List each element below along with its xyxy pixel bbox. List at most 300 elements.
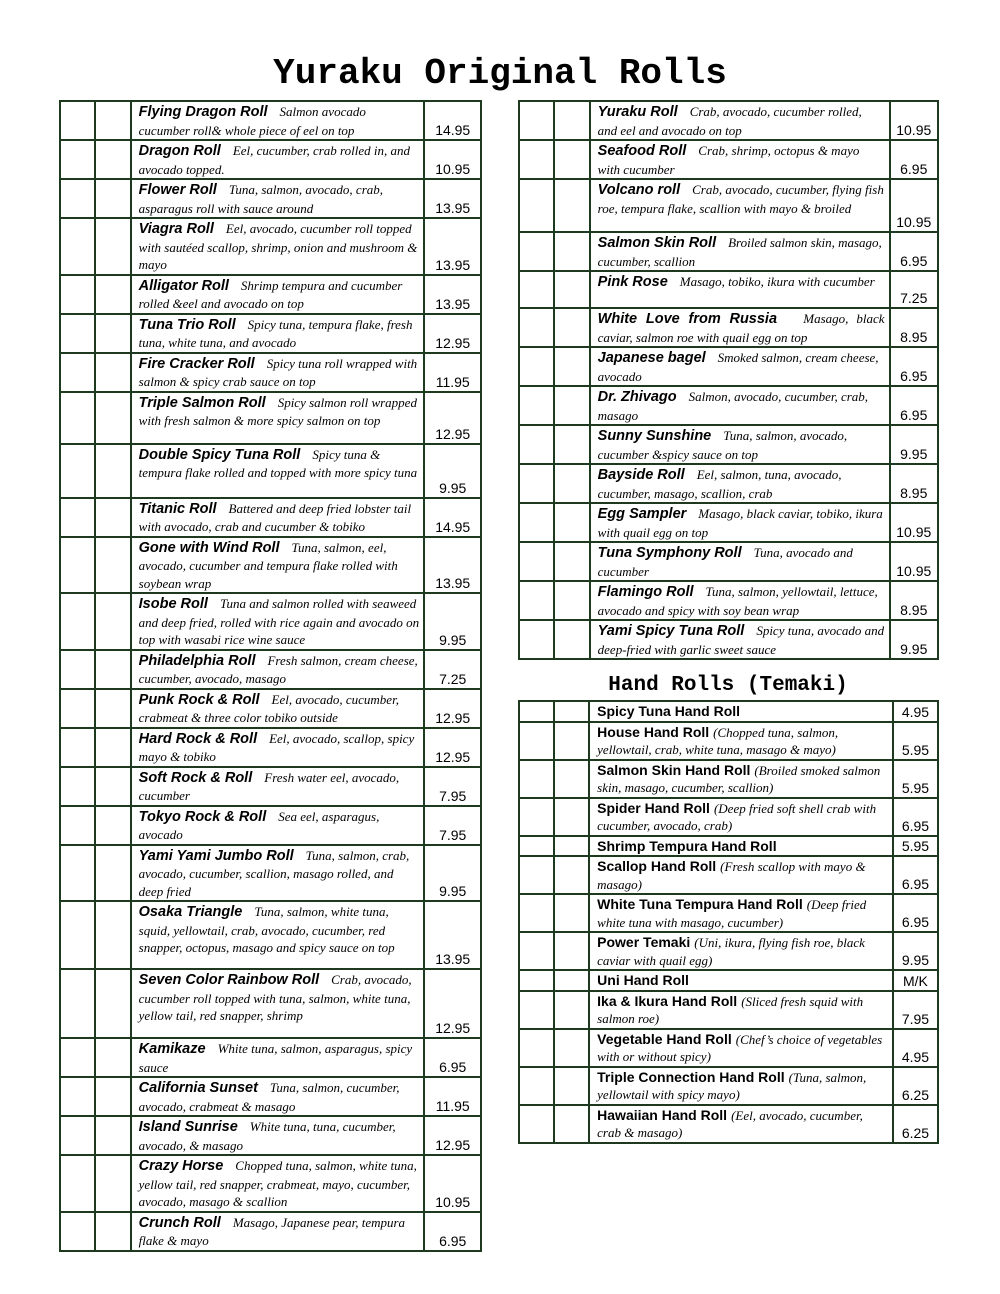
item-name: Salmon Skin Roll — [597, 235, 717, 251]
item-price: 5.95 — [893, 722, 938, 760]
menu-row — [519, 1067, 938, 1105]
item-price: 12.95 — [424, 689, 481, 728]
item-price: 4.95 — [893, 701, 938, 722]
item-description-cell — [131, 275, 425, 314]
order-checkbox-cell[interactable] — [95, 689, 130, 728]
item-price: M/K — [893, 970, 938, 991]
item-name: Scallop Hand Roll — [597, 858, 717, 874]
item-price: 9.95 — [424, 444, 481, 498]
item-name: Soft Rock & Roll — [138, 769, 253, 786]
order-checkbox-cell[interactable] — [554, 970, 589, 991]
original-rolls-table-right — [518, 100, 939, 660]
order-checkbox-cell[interactable] — [60, 969, 95, 1038]
order-checkbox-cell[interactable] — [554, 232, 589, 271]
order-checkbox-cell[interactable] — [554, 179, 589, 232]
item-name: Bayside Roll — [597, 467, 685, 483]
item-price: 6.95 — [424, 1212, 481, 1251]
item-price: 12.95 — [424, 969, 481, 1038]
item-name: Tuna Trio Roll — [138, 316, 236, 333]
item-description-cell — [131, 537, 425, 594]
order-checkbox-cell[interactable] — [519, 894, 554, 932]
item-name: Spider Hand Roll — [597, 799, 710, 816]
item-ingredients: Tuna, salmon, white tuna, squid, yellowtail, crab, avocado, cucumber, red snapper, octopus, masago and spicy sauce on top — [138, 904, 395, 955]
item-ingredients: White tuna, salmon, asparagus, spicy sauce — [138, 1041, 413, 1075]
menu-row — [519, 464, 938, 503]
order-checkbox-cell[interactable] — [60, 140, 95, 179]
item-name: Dragon Roll — [138, 143, 221, 159]
order-checkbox-cell[interactable] — [519, 542, 554, 581]
order-checkbox-cell[interactable] — [95, 498, 130, 537]
item-name: Alligator Roll — [138, 277, 229, 294]
menu-row — [60, 498, 481, 537]
menu-row — [60, 537, 481, 594]
item-description-cell — [589, 836, 893, 857]
menu-row — [60, 140, 481, 179]
menu-row — [519, 101, 938, 140]
order-checkbox-cell[interactable] — [519, 425, 554, 464]
item-ingredients: Masago, black caviar, salmon roe with quail egg on top — [597, 311, 885, 345]
item-ingredients: (Fresh scallop with mayo & masago) — [597, 859, 866, 892]
menu-row — [60, 1077, 481, 1116]
order-checkbox-cell[interactable] — [554, 894, 589, 932]
item-price: 10.95 — [890, 179, 938, 232]
order-checkbox-cell[interactable] — [519, 101, 554, 140]
item-description-cell — [131, 101, 425, 140]
item-description-cell — [131, 1116, 425, 1155]
item-price: 6.25 — [893, 1067, 938, 1105]
menu-row — [519, 856, 938, 894]
item-name: Seven Color Rainbow Roll — [138, 972, 320, 988]
order-checkbox-cell[interactable] — [60, 1038, 95, 1077]
order-checkbox-cell[interactable] — [519, 970, 554, 991]
order-checkbox-cell[interactable] — [95, 845, 130, 902]
item-name: House Hand Roll — [597, 723, 710, 740]
order-checkbox-cell[interactable] — [519, 179, 554, 232]
item-ingredients: Tuna, avocado and cucumber — [597, 545, 853, 579]
order-checkbox-cell[interactable] — [554, 542, 589, 581]
order-checkbox-cell[interactable] — [519, 1105, 554, 1143]
order-checkbox-cell[interactable] — [60, 275, 95, 314]
page-title: Yuraku Original Rolls — [273, 53, 727, 94]
order-checkbox-cell[interactable] — [95, 901, 130, 969]
item-ingredients: Tuna, salmon, yellowtail, lettuce, avocado and spicy with soy bean wrap — [597, 584, 878, 618]
item-price: 7.95 — [424, 806, 481, 845]
item-name: Dr. Zhivago — [597, 389, 677, 405]
order-checkbox-cell[interactable] — [519, 1067, 554, 1105]
order-checkbox-cell[interactable] — [554, 140, 589, 179]
menu-row — [519, 760, 938, 798]
original-rolls-table-left — [59, 100, 482, 1252]
order-checkbox-cell[interactable] — [95, 1038, 130, 1077]
order-checkbox-cell[interactable] — [60, 593, 95, 650]
item-price: 12.95 — [424, 728, 481, 767]
item-description-cell — [131, 498, 425, 537]
item-price: 14.95 — [424, 101, 481, 140]
item-name: California Sunset — [138, 1080, 258, 1096]
item-description-cell — [589, 856, 893, 894]
item-ingredients: Salmon avocado cucumber roll& whole piece of eel on top — [138, 104, 366, 138]
item-description-cell — [590, 271, 890, 308]
item-price: 6.95 — [893, 798, 938, 836]
order-checkbox-cell[interactable] — [95, 593, 130, 650]
order-checkbox-cell[interactable] — [519, 798, 554, 836]
item-ingredients: Spicy tuna & tempura flake rolled and topped with more spicy tuna — [138, 446, 418, 480]
order-checkbox-cell[interactable] — [554, 836, 589, 857]
order-checkbox-cell[interactable] — [554, 347, 589, 386]
item-name: Ika & Ikura Hand Roll — [597, 992, 738, 1009]
menu-row — [519, 970, 938, 991]
item-name: Salmon Skin Hand Roll — [597, 761, 751, 778]
order-checkbox-cell[interactable] — [95, 140, 130, 179]
menu-row — [60, 1155, 481, 1212]
order-checkbox-cell[interactable] — [554, 701, 589, 722]
item-price: 13.95 — [424, 537, 481, 594]
item-description-cell — [131, 767, 425, 806]
order-checkbox-cell[interactable] — [519, 386, 554, 425]
item-price: 7.95 — [893, 991, 938, 1029]
item-price: 6.95 — [893, 856, 938, 894]
item-description-cell — [131, 806, 425, 845]
order-checkbox-cell[interactable] — [554, 932, 589, 970]
menu-row — [60, 728, 481, 767]
menu-row — [60, 275, 481, 314]
item-description-cell — [590, 140, 890, 179]
item-description-cell — [590, 179, 890, 232]
order-checkbox-cell[interactable] — [519, 581, 554, 620]
item-price: 10.95 — [890, 101, 938, 140]
item-ingredients: Battered and deep fried lobster tail with avocado, crab and cucumber & tobiko — [138, 500, 412, 534]
order-checkbox-cell[interactable] — [95, 1077, 130, 1116]
order-checkbox-cell[interactable] — [519, 991, 554, 1029]
item-description-cell — [590, 425, 890, 464]
item-description-cell — [590, 503, 890, 542]
item-description-cell — [589, 760, 893, 798]
order-checkbox-cell[interactable] — [60, 444, 95, 498]
order-checkbox-cell[interactable] — [95, 650, 130, 689]
order-checkbox-cell[interactable] — [60, 179, 95, 218]
order-checkbox-cell[interactable] — [95, 314, 130, 353]
item-description-cell — [131, 314, 425, 353]
menu-row — [60, 1038, 481, 1077]
item-ingredients: (Deep fried soft shell crab with cucumber, avocado, crab) — [597, 800, 877, 833]
item-description-cell — [590, 581, 890, 620]
order-checkbox-cell[interactable] — [95, 275, 130, 314]
item-ingredients: Tuna, salmon, cucumber, avocado, crabmeat & masago — [138, 1080, 400, 1114]
item-price: 13.95 — [424, 179, 481, 218]
order-checkbox-cell[interactable] — [519, 503, 554, 542]
order-checkbox-cell[interactable] — [95, 353, 130, 392]
item-description-cell — [590, 620, 890, 659]
order-checkbox-cell[interactable] — [554, 503, 589, 542]
order-checkbox-cell[interactable] — [554, 386, 589, 425]
item-description-cell — [589, 1029, 893, 1067]
order-checkbox-cell[interactable] — [519, 308, 554, 347]
order-checkbox-cell[interactable] — [60, 314, 95, 353]
order-checkbox-cell[interactable] — [554, 760, 589, 798]
item-name: Titanic Roll — [138, 500, 217, 517]
menu-row — [60, 353, 481, 392]
item-description-cell — [131, 1038, 425, 1077]
item-ingredients: Masago, Japanese pear, tempura flake & mayo — [138, 1214, 406, 1248]
order-checkbox-cell[interactable] — [519, 271, 554, 308]
menu-row — [519, 894, 938, 932]
item-price: 10.95 — [890, 542, 938, 581]
order-checkbox-cell[interactable] — [554, 722, 589, 760]
item-price: 11.95 — [424, 353, 481, 392]
menu-row — [519, 232, 938, 271]
order-checkbox-cell[interactable] — [554, 425, 589, 464]
order-checkbox-cell[interactable] — [554, 581, 589, 620]
order-checkbox-cell[interactable] — [519, 701, 554, 722]
item-price: 13.95 — [424, 218, 481, 275]
item-description-cell — [590, 308, 890, 347]
menu-row — [519, 425, 938, 464]
order-checkbox-cell[interactable] — [554, 271, 589, 308]
item-ingredients: (Tuna, salmon, yellowtail with spicy mayo) — [597, 1069, 867, 1102]
item-description-cell — [131, 218, 425, 275]
item-price: 13.95 — [424, 901, 481, 969]
order-checkbox-cell[interactable] — [554, 856, 589, 894]
item-ingredients: Shrimp tempura and cucumber rolled &eel and avocado on top — [138, 277, 403, 311]
order-checkbox-cell[interactable] — [60, 1155, 95, 1212]
item-ingredients: (Deep fried white tuna with masago, cucumber) — [597, 897, 867, 930]
order-checkbox-cell[interactable] — [95, 806, 130, 845]
order-checkbox-cell[interactable] — [519, 232, 554, 271]
order-checkbox-cell[interactable] — [95, 392, 130, 444]
item-description-cell — [589, 1067, 893, 1105]
item-ingredients: Masago, black caviar, tobiko, ikura with quail egg on top — [597, 506, 883, 540]
item-description-cell — [131, 353, 425, 392]
menu-row — [519, 1029, 938, 1067]
item-description-cell — [590, 232, 890, 271]
order-checkbox-cell[interactable] — [554, 308, 589, 347]
menu-row — [60, 901, 481, 969]
item-name: Seafood Roll — [597, 143, 687, 159]
item-ingredients: (Eel, avocado, cucumber, crab & masago) — [597, 1107, 863, 1140]
order-checkbox-cell[interactable] — [554, 1105, 589, 1143]
item-price: 11.95 — [424, 1077, 481, 1116]
item-price: 14.95 — [424, 498, 481, 537]
order-checkbox-cell[interactable] — [95, 444, 130, 498]
menu-row — [519, 620, 938, 659]
order-checkbox-cell[interactable] — [519, 836, 554, 857]
item-description-cell — [131, 650, 425, 689]
order-checkbox-cell[interactable] — [519, 347, 554, 386]
item-name: Flower Roll — [138, 182, 217, 198]
order-checkbox-cell[interactable] — [554, 1067, 589, 1105]
order-checkbox-cell[interactable] — [60, 537, 95, 594]
item-description-cell — [590, 386, 890, 425]
item-description-cell — [131, 593, 425, 650]
item-ingredients: (Uni, ikura, flying fish roe, black caviar with quail egg) — [597, 935, 865, 968]
item-ingredients: White tuna, tuna, cucumber, avocado, & masago — [138, 1119, 396, 1153]
item-description-cell — [590, 347, 890, 386]
order-checkbox-cell[interactable] — [519, 856, 554, 894]
item-description-cell — [131, 901, 425, 969]
menu-row — [60, 593, 481, 650]
item-name: Viagra Roll — [138, 221, 214, 237]
item-name: Egg Sampler — [597, 506, 687, 522]
item-price: 7.25 — [424, 650, 481, 689]
item-price: 13.95 — [424, 275, 481, 314]
item-price: 6.95 — [424, 1038, 481, 1077]
item-ingredients: Sea eel, asparagus, avocado — [138, 808, 380, 842]
menu-row — [60, 969, 481, 1038]
item-name: Sunny Sunshine — [597, 428, 712, 444]
item-name: Hawaiian Hand Roll — [597, 1106, 728, 1123]
item-name: Fire Cracker Roll — [138, 355, 255, 372]
item-ingredients: Fresh water eel, avocado, cucumber — [138, 769, 400, 803]
item-ingredients: (Chef’s choice of vegetables with or without spicy) — [597, 1031, 883, 1064]
menu-row — [60, 1116, 481, 1155]
item-name: Crazy Horse — [138, 1158, 224, 1174]
order-checkbox-cell[interactable] — [95, 767, 130, 806]
item-ingredients: Chopped tuna, salmon, white tuna, yellow tail, red snapper, crabmeat, mayo, cucumber, avocado, masago & scallion — [138, 1158, 417, 1209]
item-ingredients: Salmon, avocado, cucumber, crab, masago — [597, 389, 869, 423]
menu-row — [519, 798, 938, 836]
item-price: 7.95 — [424, 767, 481, 806]
item-description-cell — [590, 542, 890, 581]
order-checkbox-cell[interactable] — [60, 218, 95, 275]
item-price: 6.95 — [890, 347, 938, 386]
order-checkbox-cell[interactable] — [554, 1029, 589, 1067]
item-description-cell — [131, 392, 425, 444]
item-name: Tuna Symphony Roll — [597, 545, 742, 561]
order-checkbox-cell[interactable] — [60, 1077, 95, 1116]
item-name: Crunch Roll — [138, 1214, 221, 1231]
order-checkbox-cell[interactable] — [95, 101, 130, 140]
order-checkbox-cell[interactable] — [60, 1116, 95, 1155]
order-checkbox-cell[interactable] — [60, 498, 95, 537]
order-checkbox-cell[interactable] — [60, 1212, 95, 1251]
order-checkbox-cell[interactable] — [519, 1029, 554, 1067]
menu-row — [519, 581, 938, 620]
item-ingredients: Eel, avocado, cucumber roll topped with sautéed scallop, shrimp, onion and mushroom & mayo — [138, 221, 418, 272]
item-price: 8.95 — [890, 581, 938, 620]
order-checkbox-cell[interactable] — [60, 767, 95, 806]
item-ingredients: Eel, avocado, cucumber, crabmeat & three color tobiko outside — [138, 691, 399, 725]
order-checkbox-cell[interactable] — [60, 728, 95, 767]
item-description-cell — [131, 728, 425, 767]
order-checkbox-cell[interactable] — [519, 932, 554, 970]
menu-row — [60, 650, 481, 689]
item-price: 8.95 — [890, 308, 938, 347]
item-ingredients: Spicy tuna, avocado and deep-fried with garlic sweet sauce — [597, 623, 885, 657]
order-checkbox-cell[interactable] — [60, 689, 95, 728]
item-price: 10.95 — [424, 140, 481, 179]
item-ingredients: Crab, shrimp, octopus & mayo with cucumber — [597, 143, 860, 177]
order-checkbox-cell[interactable] — [60, 101, 95, 140]
order-checkbox-cell[interactable] — [95, 179, 130, 218]
item-name: Island Sunrise — [138, 1119, 238, 1135]
item-price: 5.95 — [893, 836, 938, 857]
order-checkbox-cell[interactable] — [95, 728, 130, 767]
item-ingredients: Eel, avocado, scallop, spicy mayo & tobiko — [138, 730, 415, 764]
item-ingredients: Tuna, salmon, crab, avocado, cucumber, scallion, masago rolled, and deep fried — [138, 847, 410, 899]
item-description-cell — [589, 798, 893, 836]
item-name: Tokyo Rock & Roll — [138, 808, 267, 825]
order-checkbox-cell[interactable] — [60, 806, 95, 845]
menu-row — [519, 140, 938, 179]
item-price: 6.95 — [890, 140, 938, 179]
item-ingredients: Broiled salmon skin, masago, cucumber, scallion — [597, 235, 882, 269]
menu-row — [60, 444, 481, 498]
order-checkbox-cell[interactable] — [519, 722, 554, 760]
order-checkbox-cell[interactable] — [60, 392, 95, 444]
item-description-cell — [589, 1105, 893, 1143]
order-checkbox-cell[interactable] — [60, 901, 95, 969]
order-checkbox-cell[interactable] — [95, 537, 130, 594]
item-name: Triple Connection Hand Roll — [597, 1068, 785, 1085]
item-ingredients: Eel, salmon, tuna, avocado, cucumber, masago, scallion, crab — [597, 467, 842, 501]
item-price: 6.95 — [893, 894, 938, 932]
menu-row — [519, 503, 938, 542]
item-description-cell — [131, 1212, 425, 1251]
menu-row — [60, 845, 481, 902]
order-checkbox-cell[interactable] — [554, 464, 589, 503]
menu-row — [519, 991, 938, 1029]
item-price: 10.95 — [424, 1155, 481, 1212]
order-checkbox-cell[interactable] — [95, 1212, 130, 1251]
item-name: Yami Yami Jumbo Roll — [138, 847, 294, 864]
item-name: Uni Hand Roll — [597, 972, 689, 988]
order-checkbox-cell[interactable] — [519, 760, 554, 798]
menu-row — [519, 271, 938, 308]
order-checkbox-cell[interactable] — [554, 620, 589, 659]
order-checkbox-cell[interactable] — [95, 1116, 130, 1155]
menu-row — [60, 392, 481, 444]
order-checkbox-cell[interactable] — [519, 464, 554, 503]
item-price: 9.95 — [890, 620, 938, 659]
hand-rolls-heading: Hand Rolls (Temaki) — [608, 674, 848, 697]
item-ingredients: Tuna, salmon, avocado, cucumber &spicy sauce on top — [597, 428, 848, 462]
menu-row — [519, 542, 938, 581]
menu-row — [60, 314, 481, 353]
order-checkbox-cell[interactable] — [95, 1155, 130, 1212]
item-name: Shrimp Tempura Hand Roll — [597, 837, 777, 854]
order-checkbox-cell[interactable] — [554, 798, 589, 836]
menu-row — [60, 689, 481, 728]
item-name: Yami Spicy Tuna Roll — [597, 623, 745, 639]
item-description-cell — [131, 444, 425, 498]
menu-row — [60, 806, 481, 845]
menu-row — [60, 218, 481, 275]
menu-row — [519, 932, 938, 970]
item-description-cell — [131, 1077, 425, 1116]
order-checkbox-cell[interactable] — [95, 969, 130, 1038]
order-checkbox-cell[interactable] — [60, 845, 95, 902]
item-name: Isobe Roll — [138, 596, 208, 612]
item-price: 12.95 — [424, 314, 481, 353]
order-checkbox-cell[interactable] — [519, 140, 554, 179]
order-checkbox-cell[interactable] — [95, 218, 130, 275]
order-checkbox-cell[interactable] — [60, 650, 95, 689]
item-ingredients: Crab, avocado, cucumber rolled, and eel and avocado on top — [597, 104, 862, 138]
order-checkbox-cell[interactable] — [554, 101, 589, 140]
item-price: 12.95 — [424, 392, 481, 444]
item-ingredients: Masago, tobiko, ikura with cucumber — [679, 274, 875, 289]
item-description-cell — [590, 464, 890, 503]
item-ingredients: Crab, avocado, cucumber roll topped with tuna, salmon, white tuna, yellow tail, red snapper, shrimp — [138, 972, 412, 1023]
order-checkbox-cell[interactable] — [60, 353, 95, 392]
item-description-cell — [589, 932, 893, 970]
order-checkbox-cell[interactable] — [554, 991, 589, 1029]
order-checkbox-cell[interactable] — [519, 620, 554, 659]
menu-row — [519, 722, 938, 760]
item-price: 6.25 — [893, 1105, 938, 1143]
item-ingredients: Tuna, salmon, eel, avocado, cucumber and tempura flake rolled with soybean wrap — [138, 539, 398, 591]
item-ingredients: Tuna and salmon rolled with seaweed and deep fried, rolled with rice again and avocado on top with wasabi rice wine sauce — [138, 596, 420, 647]
